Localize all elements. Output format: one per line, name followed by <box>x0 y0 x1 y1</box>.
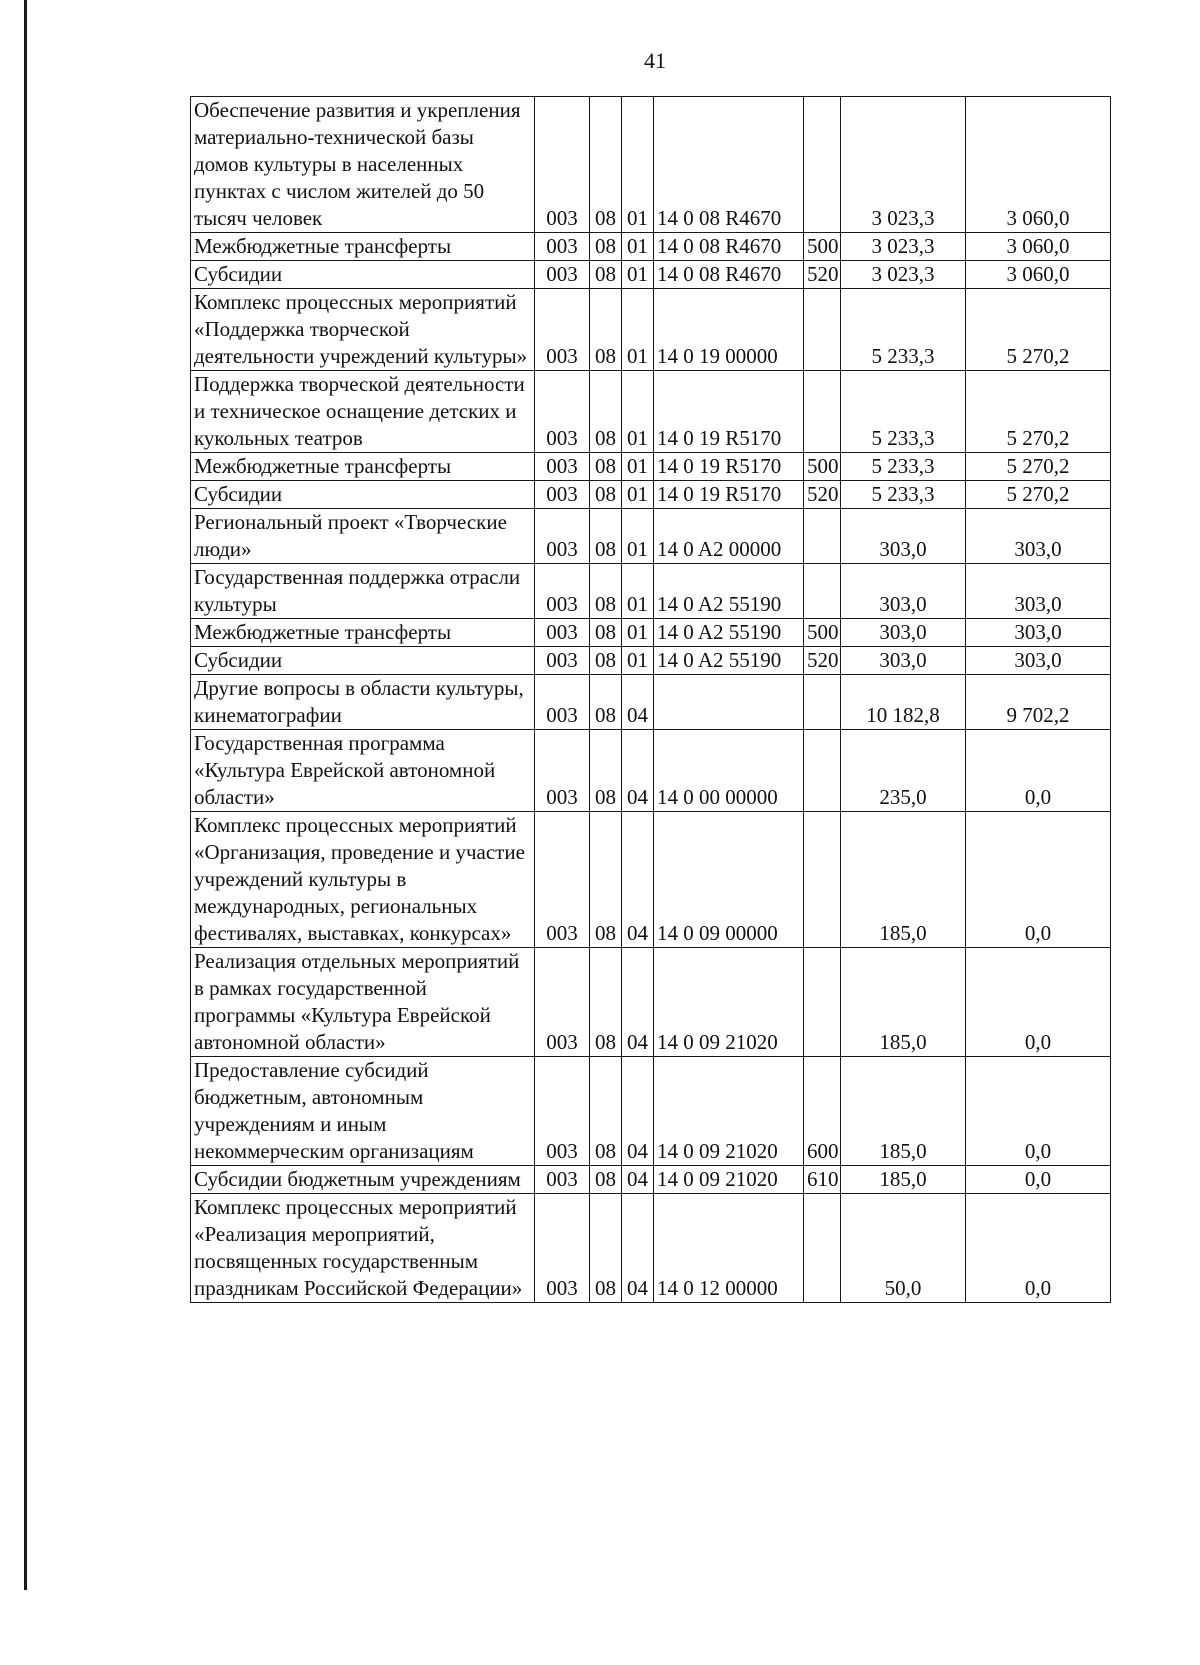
section-code-cell: 08 <box>590 97 622 233</box>
amount-year2-cell: 0,0 <box>966 1057 1111 1166</box>
admin-code-cell: 003 <box>535 948 590 1057</box>
amount-year1-cell: 303,0 <box>841 619 966 647</box>
expense-type-cell: 500 <box>804 453 841 481</box>
row-name-cell: Другие вопросы в области культуры, кинематографии <box>191 675 535 730</box>
admin-code-cell: 003 <box>535 647 590 675</box>
target-article-cell: 14 0 08 R4670 <box>654 97 804 233</box>
expense-type-cell: 500 <box>804 619 841 647</box>
amount-year2-cell: 0,0 <box>966 812 1111 948</box>
table-row <box>191 233 1111 261</box>
amount-year1-cell: 185,0 <box>841 1057 966 1166</box>
amount-year2-cell: 0,0 <box>966 948 1111 1057</box>
admin-code-cell: 003 <box>535 481 590 509</box>
row-name-cell: Межбюджетные трансферты <box>191 453 535 481</box>
table-row <box>191 371 1111 453</box>
target-article-cell: 14 0 09 21020 <box>654 1057 804 1166</box>
expense-type-cell: 500 <box>804 233 841 261</box>
amount-year2-cell: 0,0 <box>966 730 1111 812</box>
row-name-cell: Субсидии бюджетным учреждениям <box>191 1166 535 1194</box>
amount-year2-cell: 5 270,2 <box>966 371 1111 453</box>
admin-code-cell: 003 <box>535 675 590 730</box>
subsection-code-cell: 01 <box>622 233 654 261</box>
page-number: 41 <box>644 48 666 73</box>
amount-year2-cell: 3 060,0 <box>966 97 1111 233</box>
table-row <box>191 730 1111 812</box>
target-article-cell: 14 0 19 R5170 <box>654 453 804 481</box>
admin-code-cell: 003 <box>535 1166 590 1194</box>
amount-year2-cell: 0,0 <box>966 1166 1111 1194</box>
admin-code-cell: 003 <box>535 509 590 564</box>
amount-year1-cell: 185,0 <box>841 812 966 948</box>
section-code-cell: 08 <box>590 1194 622 1303</box>
amount-year1-cell: 303,0 <box>841 647 966 675</box>
section-code-cell: 08 <box>590 619 622 647</box>
section-code-cell: 08 <box>590 730 622 812</box>
target-article-cell: 14 0 00 00000 <box>654 730 804 812</box>
target-article-cell: 14 0 A2 55190 <box>654 564 804 619</box>
expense-type-cell <box>804 812 841 948</box>
amount-year2-cell: 303,0 <box>966 564 1111 619</box>
expense-type-cell <box>804 289 841 371</box>
section-code-cell: 08 <box>590 1057 622 1166</box>
amount-year2-cell: 3 060,0 <box>966 233 1111 261</box>
expense-type-cell: 610 <box>804 1166 841 1194</box>
amount-year2-cell: 3 060,0 <box>966 261 1111 289</box>
admin-code-cell: 003 <box>535 1194 590 1303</box>
target-article-cell: 14 0 A2 00000 <box>654 509 804 564</box>
section-code-cell: 08 <box>590 812 622 948</box>
amount-year1-cell: 5 233,3 <box>841 481 966 509</box>
admin-code-cell: 003 <box>535 564 590 619</box>
table-row <box>191 675 1111 730</box>
table-row <box>191 948 1111 1057</box>
row-name-cell: Комплекс процессных мероприятий «Поддержка творческой деятельности учреждений культуры» <box>191 289 535 371</box>
amount-year1-cell: 3 023,3 <box>841 97 966 233</box>
row-name-cell: Комплекс процессных мероприятий «Реализация мероприятий, посвященных государственным праздникам Российской Федерации» <box>191 1194 535 1303</box>
amount-year1-cell: 5 233,3 <box>841 289 966 371</box>
subsection-code-cell: 01 <box>622 289 654 371</box>
subsection-code-cell: 01 <box>622 509 654 564</box>
target-article-cell: 14 0 09 00000 <box>654 812 804 948</box>
expense-type-cell <box>804 564 841 619</box>
admin-code-cell: 003 <box>535 371 590 453</box>
admin-code-cell: 003 <box>535 97 590 233</box>
table-row <box>191 261 1111 289</box>
amount-year1-cell: 50,0 <box>841 1194 966 1303</box>
target-article-cell: 14 0 19 00000 <box>654 289 804 371</box>
amount-year2-cell: 5 270,2 <box>966 453 1111 481</box>
target-article-cell: 14 0 09 21020 <box>654 948 804 1057</box>
row-name-cell: Региональный проект «Творческие люди» <box>191 509 535 564</box>
expense-type-cell <box>804 675 841 730</box>
amount-year1-cell: 235,0 <box>841 730 966 812</box>
admin-code-cell: 003 <box>535 812 590 948</box>
scan-edge-line <box>24 0 27 1590</box>
admin-code-cell: 003 <box>535 453 590 481</box>
target-article-cell: 14 0 19 R5170 <box>654 371 804 453</box>
expense-type-cell <box>804 509 841 564</box>
table-row <box>191 619 1111 647</box>
target-article-cell: 14 0 A2 55190 <box>654 619 804 647</box>
table-row <box>191 509 1111 564</box>
subsection-code-cell: 04 <box>622 1057 654 1166</box>
expense-type-cell: 520 <box>804 481 841 509</box>
table-row <box>191 289 1111 371</box>
subsection-code-cell: 04 <box>622 1166 654 1194</box>
expense-type-cell: 520 <box>804 261 841 289</box>
table-row <box>191 453 1111 481</box>
amount-year1-cell: 185,0 <box>841 948 966 1057</box>
table-row <box>191 1194 1111 1303</box>
amount-year2-cell: 5 270,2 <box>966 481 1111 509</box>
amount-year2-cell: 303,0 <box>966 619 1111 647</box>
amount-year1-cell: 3 023,3 <box>841 261 966 289</box>
target-article-cell: 14 0 09 21020 <box>654 1166 804 1194</box>
section-code-cell: 08 <box>590 1166 622 1194</box>
subsection-code-cell: 01 <box>622 453 654 481</box>
expense-type-cell <box>804 948 841 1057</box>
admin-code-cell: 003 <box>535 233 590 261</box>
expense-type-cell: 520 <box>804 647 841 675</box>
admin-code-cell: 003 <box>535 261 590 289</box>
table-row <box>191 97 1111 233</box>
row-name-cell: Предоставление субсидий бюджетным, автономным учреждениям и иным некоммерческим организациям <box>191 1057 535 1166</box>
subsection-code-cell: 04 <box>622 730 654 812</box>
expense-type-cell: 600 <box>804 1057 841 1166</box>
subsection-code-cell: 04 <box>622 948 654 1057</box>
subsection-code-cell: 04 <box>622 1194 654 1303</box>
admin-code-cell: 003 <box>535 289 590 371</box>
section-code-cell: 08 <box>590 564 622 619</box>
row-name-cell: Межбюджетные трансферты <box>191 619 535 647</box>
section-code-cell: 08 <box>590 261 622 289</box>
subsection-code-cell: 04 <box>622 812 654 948</box>
target-article-cell: 14 0 12 00000 <box>654 1194 804 1303</box>
section-code-cell: 08 <box>590 509 622 564</box>
section-code-cell: 08 <box>590 233 622 261</box>
subsection-code-cell: 01 <box>622 481 654 509</box>
expense-type-cell <box>804 730 841 812</box>
row-name-cell: Государственная программа «Культура Еврейской автономной области» <box>191 730 535 812</box>
section-code-cell: 08 <box>590 453 622 481</box>
table-row <box>191 564 1111 619</box>
subsection-code-cell: 01 <box>622 619 654 647</box>
section-code-cell: 08 <box>590 647 622 675</box>
subsection-code-cell: 04 <box>622 675 654 730</box>
amount-year2-cell: 5 270,2 <box>966 289 1111 371</box>
row-name-cell: Субсидии <box>191 261 535 289</box>
row-name-cell: Поддержка творческой деятельности и техническое оснащение детских и кукольных театров <box>191 371 535 453</box>
amount-year2-cell: 9 702,2 <box>966 675 1111 730</box>
target-article-cell: 14 0 19 R5170 <box>654 481 804 509</box>
target-article-cell: 14 0 A2 55190 <box>654 647 804 675</box>
admin-code-cell: 003 <box>535 619 590 647</box>
subsection-code-cell: 01 <box>622 564 654 619</box>
section-code-cell: 08 <box>590 675 622 730</box>
amount-year2-cell: 303,0 <box>966 647 1111 675</box>
expense-type-cell <box>804 1194 841 1303</box>
target-article-cell <box>654 675 804 730</box>
table-row <box>191 812 1111 948</box>
table-row <box>191 647 1111 675</box>
row-name-cell: Комплекс процессных мероприятий «Организация, проведение и участие учреждений культуры в международных, региональных фестивалях, выставках, конкурсах» <box>191 812 535 948</box>
subsection-code-cell: 01 <box>622 97 654 233</box>
section-code-cell: 08 <box>590 371 622 453</box>
section-code-cell: 08 <box>590 481 622 509</box>
row-name-cell: Субсидии <box>191 481 535 509</box>
table-row <box>191 1166 1111 1194</box>
amount-year1-cell: 303,0 <box>841 509 966 564</box>
expense-type-cell <box>804 97 841 233</box>
target-article-cell: 14 0 08 R4670 <box>654 261 804 289</box>
budget-table-body <box>191 97 1111 1303</box>
section-code-cell: 08 <box>590 289 622 371</box>
row-name-cell: Государственная поддержка отрасли культуры <box>191 564 535 619</box>
table-row <box>191 481 1111 509</box>
row-name-cell: Обеспечение развития и укрепления материально-технической базы домов культуры в населенных пунктах с числом жителей до 50 тысяч человек <box>191 97 535 233</box>
amount-year2-cell: 303,0 <box>966 509 1111 564</box>
budget-table <box>190 96 1111 1303</box>
amount-year1-cell: 185,0 <box>841 1166 966 1194</box>
amount-year1-cell: 3 023,3 <box>841 233 966 261</box>
section-code-cell: 08 <box>590 948 622 1057</box>
row-name-cell: Субсидии <box>191 647 535 675</box>
amount-year1-cell: 5 233,3 <box>841 453 966 481</box>
target-article-cell: 14 0 08 R4670 <box>654 233 804 261</box>
expense-type-cell <box>804 371 841 453</box>
row-name-cell: Реализация отдельных мероприятий в рамках государственной программы «Культура Еврейской автономной области» <box>191 948 535 1057</box>
amount-year1-cell: 10 182,8 <box>841 675 966 730</box>
subsection-code-cell: 01 <box>622 647 654 675</box>
amount-year2-cell: 0,0 <box>966 1194 1111 1303</box>
amount-year1-cell: 303,0 <box>841 564 966 619</box>
admin-code-cell: 003 <box>535 1057 590 1166</box>
admin-code-cell: 003 <box>535 730 590 812</box>
subsection-code-cell: 01 <box>622 371 654 453</box>
row-name-cell: Межбюджетные трансферты <box>191 233 535 261</box>
table-row <box>191 1057 1111 1166</box>
amount-year1-cell: 5 233,3 <box>841 371 966 453</box>
subsection-code-cell: 01 <box>622 261 654 289</box>
